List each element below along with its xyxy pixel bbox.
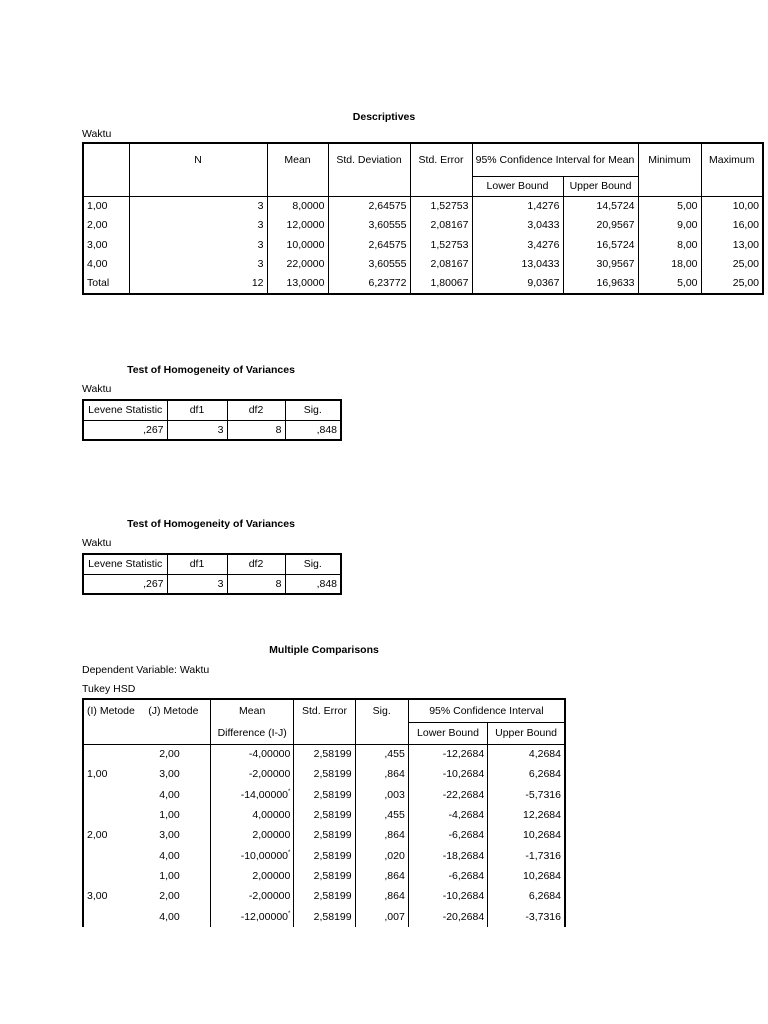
multiple-comparisons-table — [82, 698, 566, 927]
i-metode-cell — [83, 845, 145, 865]
cell: 13,00 — [701, 235, 763, 255]
cell: 3,60555 — [328, 255, 410, 275]
homogeneity-1-variable-label: Waktu — [82, 383, 112, 395]
upper-bound-cell: -5,7316 — [488, 785, 565, 805]
cell: 6,23772 — [328, 274, 410, 294]
significance-star: * — [288, 788, 291, 795]
cell: 22,0000 — [267, 255, 328, 275]
descriptives-header-upper-bound: Upper Bound — [563, 176, 638, 196]
sig-cell: ,864 — [355, 825, 408, 845]
descriptives-header-mean: Mean — [267, 143, 328, 196]
j-metode-cell: 1,00 — [159, 869, 180, 882]
cell: 3 — [129, 196, 267, 216]
cell: 8 — [227, 420, 285, 440]
cell: 3 — [129, 255, 267, 275]
cell: 3 — [129, 235, 267, 255]
descriptives-header-ci: 95% Confidence Interval for Mean — [472, 143, 638, 176]
upper-bound-cell: 6,2684 — [488, 886, 565, 906]
mean-difference-cell: 2,00000 — [211, 866, 294, 886]
cell: 1,52753 — [410, 235, 472, 255]
descriptives-corner-cell — [83, 143, 129, 196]
method-label: Tukey HSD — [82, 683, 136, 695]
cell: 13,0433 — [472, 255, 563, 275]
mean-difference-cell: -4,00000 — [211, 744, 294, 764]
cell: 18,00 — [638, 255, 701, 275]
mean-difference-cell: -2,00000 — [211, 764, 294, 784]
mean-difference-cell: 2,00000 — [211, 825, 294, 845]
cell: ,267 — [143, 577, 164, 590]
std-error-cell: 2,58199 — [294, 886, 355, 906]
header-mean-difference-line2: Difference (I-J) — [211, 722, 294, 744]
cell: 5,00 — [638, 196, 701, 216]
dependent-variable-label: Dependent Variable: Waktu — [82, 664, 210, 676]
lower-bound-cell: -10,2684 — [408, 764, 487, 784]
lower-bound-cell: -10,2684 — [408, 886, 487, 906]
sig-cell: ,864 — [355, 764, 408, 784]
i-metode-cell: 1,00 — [87, 768, 108, 781]
cell: 4,00 — [87, 258, 108, 271]
i-metode-cell: 2,00 — [87, 829, 108, 842]
sig-cell: ,007 — [355, 906, 408, 926]
std-error-cell: 2,58199 — [294, 906, 355, 926]
cell: 5,00 — [638, 274, 701, 294]
upper-bound-cell: -1,7316 — [488, 845, 565, 865]
j-metode-cell: 4,00 — [159, 849, 180, 862]
header-upper-bound: Upper Bound — [488, 722, 565, 744]
cell: 13,0000 — [267, 274, 328, 294]
lower-bound-cell: -22,2684 — [408, 785, 487, 805]
header-df2: df2 — [227, 554, 285, 574]
std-error-cell: 2,58199 — [294, 825, 355, 845]
j-metode-cell: 2,00 — [159, 890, 180, 903]
std-error-cell: 2,58199 — [294, 785, 355, 805]
descriptives-row — [83, 255, 763, 275]
homogeneity-2-table — [82, 553, 342, 595]
descriptives-total-row — [83, 274, 763, 294]
multiple-comparisons-title: Multiple Comparisons — [269, 644, 379, 656]
header-j-blank — [145, 722, 210, 744]
header-sig: Sig. — [285, 554, 341, 574]
descriptives-header-lower-bound: Lower Bound — [472, 176, 563, 196]
header-mean-difference-line1: Mean — [211, 699, 294, 722]
std-error-cell: 2,58199 — [294, 764, 355, 784]
j-metode-cell: 1,00 — [159, 809, 180, 822]
std-error-cell: 2,58199 — [294, 866, 355, 886]
sig-cell: ,864 — [355, 866, 408, 886]
cell: 8 — [227, 574, 285, 594]
sig-cell: ,455 — [355, 805, 408, 825]
lower-bound-cell: -6,2684 — [408, 825, 487, 845]
cell: Total — [87, 277, 110, 290]
header-df1: df1 — [167, 554, 227, 574]
descriptives-title: Descriptives — [352, 111, 416, 123]
i-metode-cell — [83, 906, 145, 926]
cell: ,848 — [285, 420, 341, 440]
header-df1: df1 — [167, 400, 227, 420]
i-metode-cell — [83, 785, 145, 805]
cell: 3 — [129, 216, 267, 236]
cell: 25,00 — [701, 255, 763, 275]
cell: 25,00 — [701, 274, 763, 294]
lower-bound-cell: -4,2684 — [408, 805, 487, 825]
cell: 14,5724 — [563, 196, 638, 216]
cell: 8,00 — [638, 235, 701, 255]
j-metode-cell: 3,00 — [159, 768, 180, 781]
lower-bound-cell: -6,2684 — [408, 866, 487, 886]
cell: 12 — [129, 274, 267, 294]
upper-bound-cell: 10,2684 — [488, 825, 565, 845]
cell: 2,08167 — [410, 216, 472, 236]
header-sig: Sig. — [285, 400, 341, 420]
cell: 30,9567 — [563, 255, 638, 275]
cell: 3,0433 — [472, 216, 563, 236]
j-metode-cell: 3,00 — [159, 829, 180, 842]
upper-bound-cell: 10,2684 — [488, 866, 565, 886]
descriptives-header-minimum: Minimum — [638, 143, 701, 196]
cell: 9,0367 — [472, 274, 563, 294]
cell: 3 — [167, 420, 227, 440]
std-error-cell: 2,58199 — [294, 744, 355, 764]
homogeneity-row — [83, 420, 341, 440]
cell: 3,00 — [87, 238, 108, 251]
comparison-row — [83, 845, 565, 865]
cell: 8,0000 — [267, 196, 328, 216]
cell: 2,64575 — [328, 235, 410, 255]
comparison-row — [83, 866, 565, 886]
significance-star: * — [288, 910, 291, 917]
cell: 10,0000 — [267, 235, 328, 255]
cell: 1,80067 — [410, 274, 472, 294]
comparison-row — [83, 886, 565, 906]
j-metode-cell: 4,00 — [159, 788, 180, 801]
upper-bound-cell: 6,2684 — [488, 764, 565, 784]
descriptives-row — [83, 216, 763, 236]
std-error-cell: 2,58199 — [294, 845, 355, 865]
mean-difference-cell: 4,00000 — [211, 805, 294, 825]
multiple-comparisons-body — [83, 744, 565, 927]
header-levene-statistic: Levene Statistic — [83, 400, 167, 420]
sig-cell: ,455 — [355, 744, 408, 764]
header-i-blank — [83, 722, 145, 744]
comparison-row — [83, 744, 565, 764]
i-metode-cell — [83, 866, 145, 886]
lower-bound-cell: -20,2684 — [408, 906, 487, 926]
cell: 9,00 — [638, 216, 701, 236]
comparison-row — [83, 785, 565, 805]
descriptives-header-std-deviation: Std. Deviation — [328, 143, 410, 196]
mean-difference-cell: -12,00000* — [211, 906, 294, 926]
cell: 2,64575 — [328, 196, 410, 216]
homogeneity-1-table — [82, 399, 342, 441]
significance-star: * — [288, 849, 291, 856]
j-metode-cell: 4,00 — [159, 910, 180, 923]
descriptives-row — [83, 196, 763, 216]
cell: 20,9567 — [563, 216, 638, 236]
upper-bound-cell: 4,2684 — [488, 744, 565, 764]
upper-bound-cell: -3,7316 — [488, 906, 565, 926]
comparison-row — [83, 805, 565, 825]
descriptives-table — [82, 142, 764, 295]
header-df2: df2 — [227, 400, 285, 420]
mean-difference-cell: -14,00000* — [211, 785, 294, 805]
cell: 2,00 — [87, 219, 108, 232]
comparison-row — [83, 825, 565, 845]
sig-cell: ,020 — [355, 845, 408, 865]
mean-difference-cell: -10,00000* — [211, 845, 294, 865]
i-metode-cell — [83, 805, 145, 825]
homogeneity-row — [83, 574, 341, 594]
header-i-metode: (I) Metode — [87, 705, 135, 717]
descriptives-header-n: N — [129, 143, 267, 196]
std-error-cell: 2,58199 — [294, 805, 355, 825]
cell: 16,00 — [701, 216, 763, 236]
header-confidence-interval: 95% Confidence Interval — [408, 699, 565, 722]
homogeneity-2-title: Test of Homogeneity of Variances — [127, 518, 295, 530]
cell: ,267 — [143, 423, 164, 436]
cell: 1,4276 — [472, 196, 563, 216]
mean-difference-cell: -2,00000 — [211, 886, 294, 906]
homogeneity-2-variable-label: Waktu — [82, 537, 112, 549]
cell: 1,00 — [87, 200, 108, 212]
homogeneity-1-title: Test of Homogeneity of Variances — [127, 364, 295, 376]
cell: 10,00 — [701, 196, 763, 216]
comparison-row — [83, 764, 565, 784]
cell: 2,08167 — [410, 255, 472, 275]
header-levene-statistic: Levene Statistic — [83, 554, 167, 574]
descriptives-variable-label: Waktu — [82, 128, 112, 140]
i-metode-cell — [83, 744, 145, 764]
cell: 3,4276 — [472, 235, 563, 255]
cell: 16,9633 — [563, 274, 638, 294]
descriptives-header-maximum: Maximum — [701, 143, 763, 196]
descriptives-row — [83, 235, 763, 255]
header-lower-bound: Lower Bound — [408, 722, 487, 744]
i-metode-cell: 3,00 — [87, 890, 108, 903]
j-metode-cell: 2,00 — [159, 748, 180, 761]
upper-bound-cell: 12,2684 — [488, 805, 565, 825]
cell: 3,60555 — [328, 216, 410, 236]
comparison-row — [83, 906, 565, 926]
header-sig: Sig. — [355, 699, 408, 744]
cell: 3 — [167, 574, 227, 594]
cell: 12,0000 — [267, 216, 328, 236]
cell: ,848 — [285, 574, 341, 594]
cell: 1,52753 — [410, 196, 472, 216]
descriptives-header-std-error: Std. Error — [410, 143, 472, 196]
lower-bound-cell: -18,2684 — [408, 845, 487, 865]
header-j-metode: (J) Metode — [148, 705, 199, 717]
sig-cell: ,003 — [355, 785, 408, 805]
lower-bound-cell: -12,2684 — [408, 744, 487, 764]
sig-cell: ,864 — [355, 886, 408, 906]
cell: 16,5724 — [563, 235, 638, 255]
header-std-error: Std. Error — [294, 699, 355, 744]
